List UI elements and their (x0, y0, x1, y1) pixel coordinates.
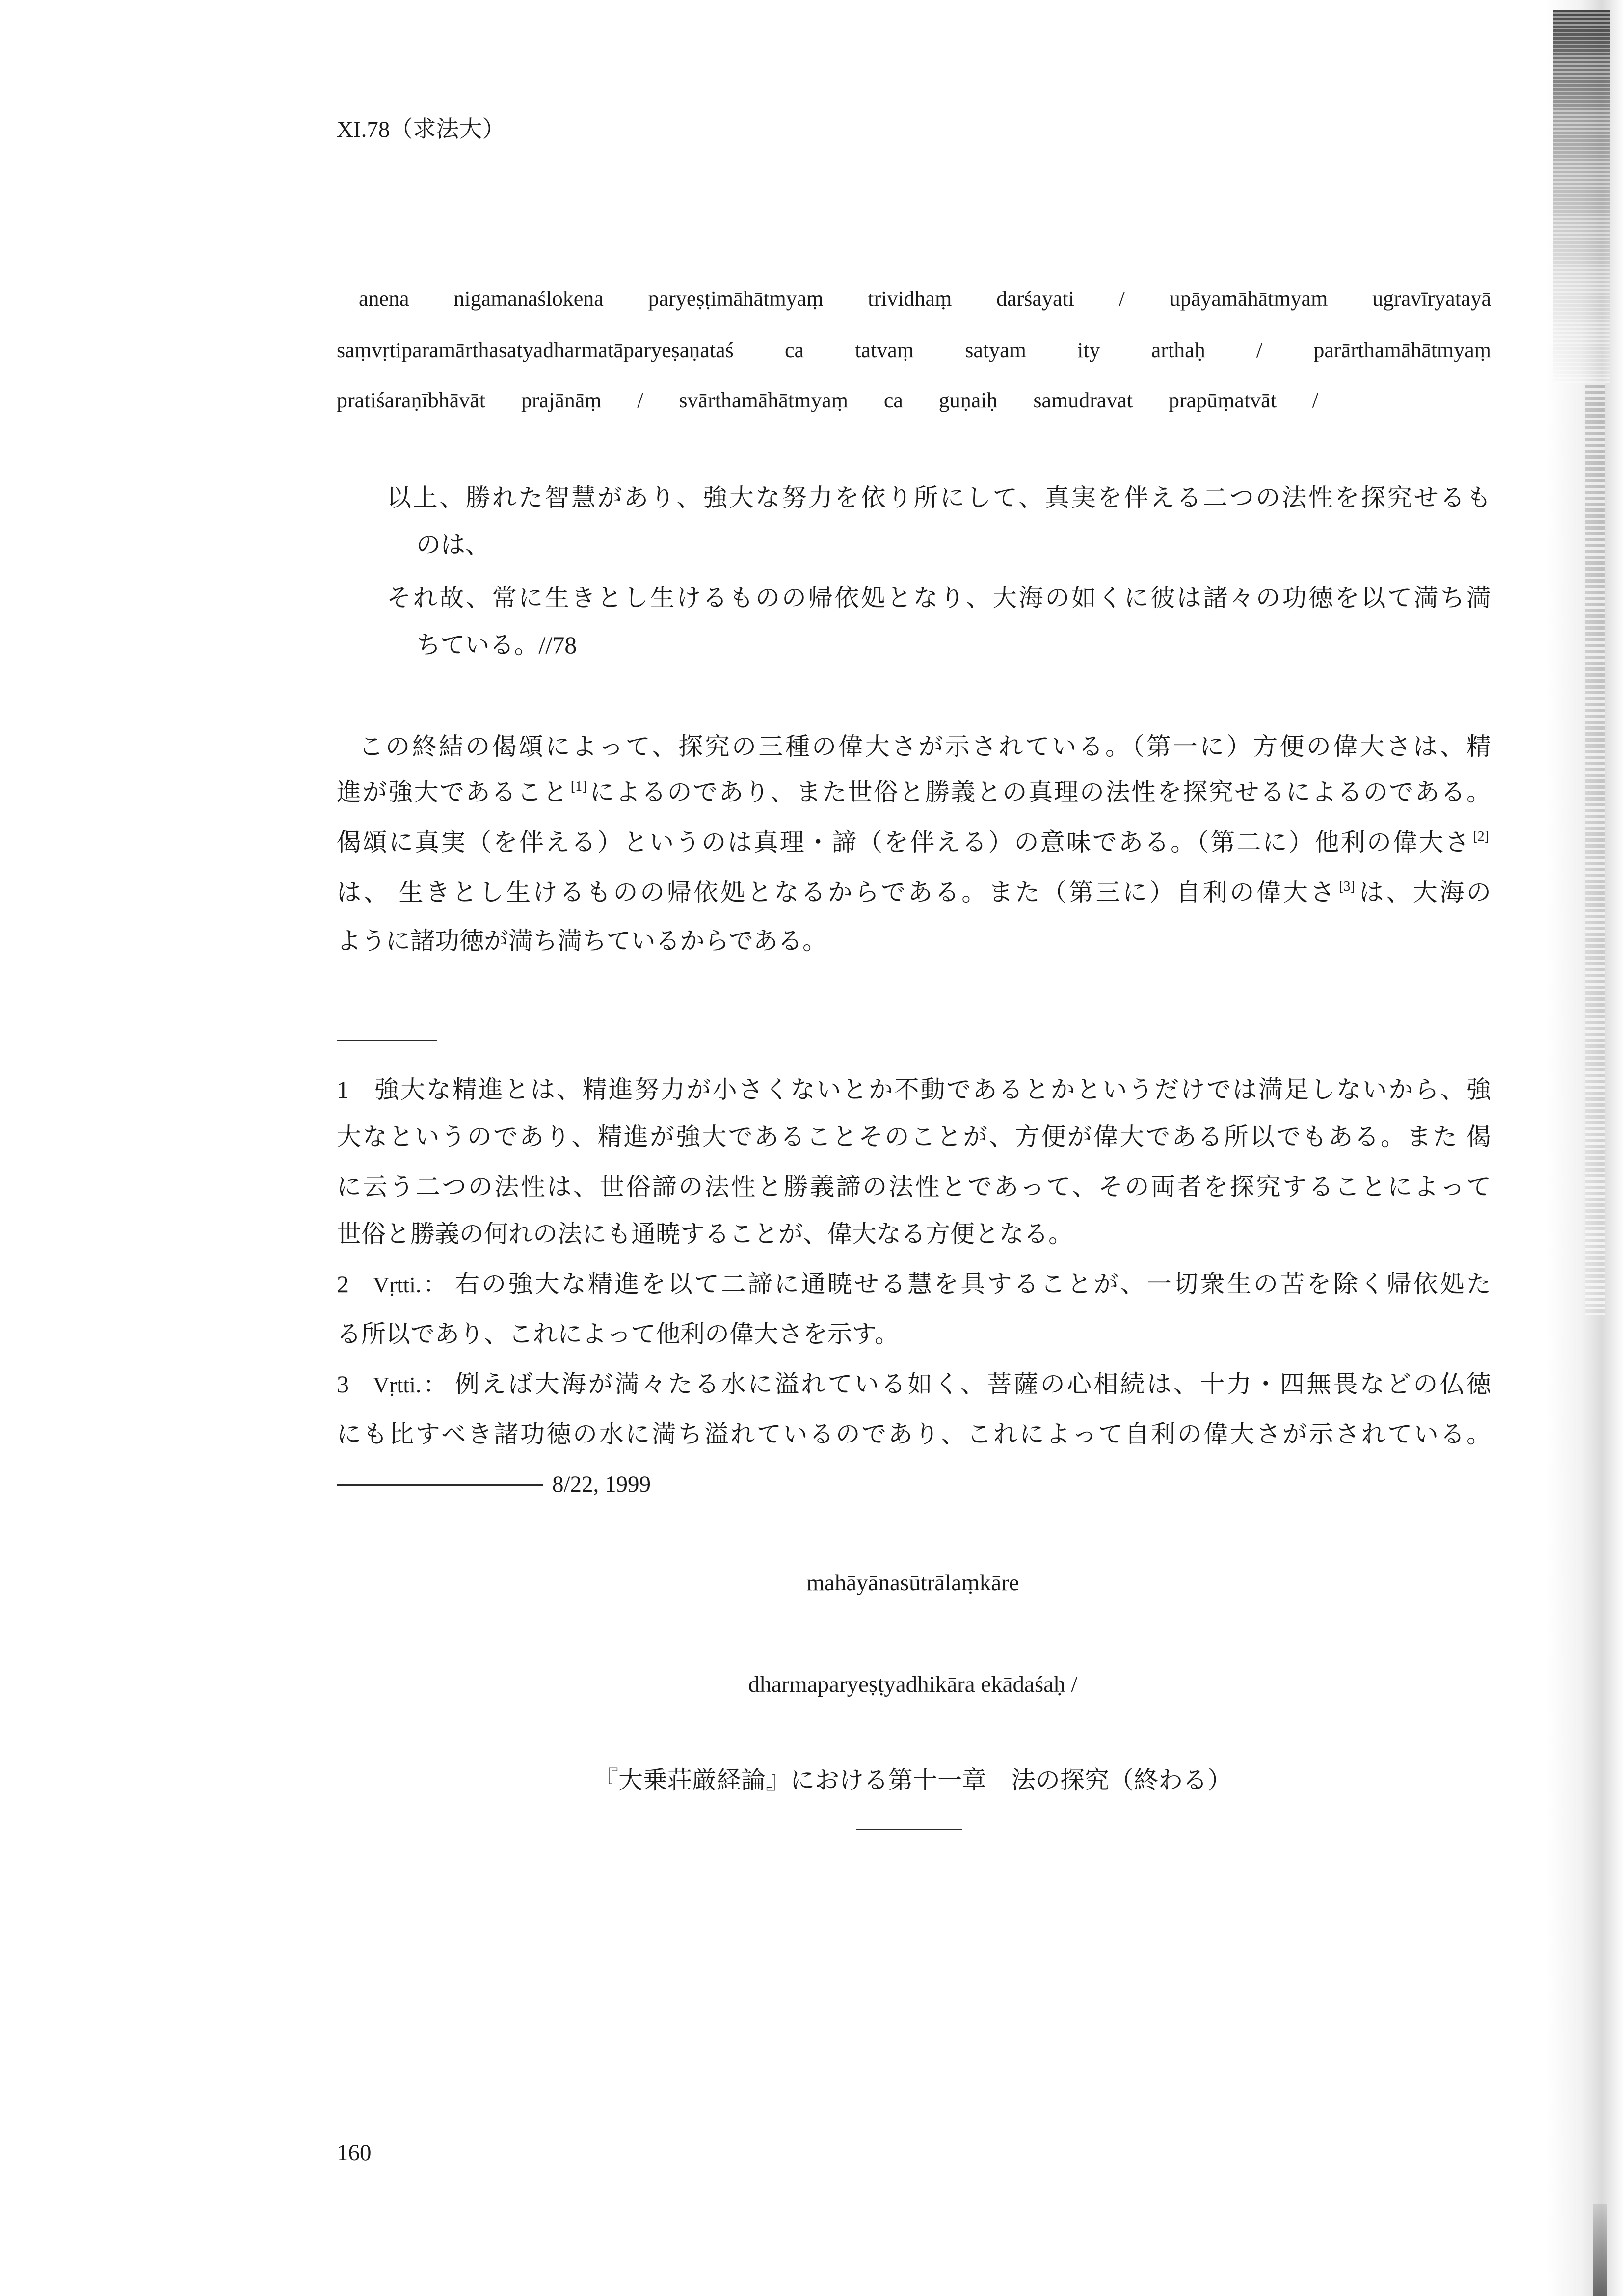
sanskrit-line: saṃvṛtiparamārthasatyadharmatāparyeṣaṇataś ca tatvaṃ satyam ity arthaḥ / parārthamāhātmyaṃ (337, 338, 1491, 362)
verse-line: それ故、常に生きとし生けるものの帰依処となり、大海の如くに彼は諸々の功徳を以て満ち満 (387, 584, 1491, 612)
footnote-separator (337, 1040, 437, 1041)
completion-date: 8/22, 1999 (552, 1471, 651, 1497)
page-number: 160 (337, 2140, 372, 2165)
date-rule (337, 1484, 543, 1486)
commentary-text: 進が強大であること (337, 778, 569, 806)
commentary-line (337, 873, 1491, 912)
footnote-number: 1 (337, 1076, 349, 1103)
footnote-ref-2: [2] (1473, 829, 1489, 844)
commentary-text: 偈頌に真実（を伴える）というのは真理・諦（を伴える）の意味である。（第二に）他利の偉大さ (337, 828, 1471, 856)
colophon-japanese: 『大乗荘厳経論』における第十一章 法の探究（終わる） (594, 1766, 1232, 1794)
commentary-text: は、 生きとし生けるものの帰依処となるからである。また（第三に）自利の偉大さ (337, 879, 1337, 906)
colophon-chapter: dharmaparyeṣṭyadhikāra ekādaśaḥ / (748, 1672, 1078, 1697)
footnote-line: 大なというのであり、精進が強大であることそのことが、方便が偉大である所以でもある。また 偈 (337, 1123, 1491, 1150)
commentary-line (337, 773, 1491, 812)
scan-shadow-bottom (1593, 2204, 1607, 2296)
footnote-ref-1: [1] (570, 779, 587, 794)
verse-line: のは、 (416, 531, 490, 559)
footnote-text: 強大な精進とは、精進努力が小さくないとか不動であるとかというだけでは満足しないから、強 (373, 1076, 1491, 1103)
scan-shadow-dark-top (1553, 10, 1610, 383)
footnote-line: 世俗と勝義の何れの法にも通暁することが、偉大なる方便となる。 (337, 1220, 1073, 1248)
footnote-1 (337, 1070, 1491, 1109)
footnote-3 (337, 1364, 1491, 1404)
footnote-source-label: Vṛtti.： (373, 1272, 448, 1297)
sanskrit-line: pratiśaraṇībhāvāt prajānāṃ / svārthamāhātmyaṃ ca guṇaiḥ samudravat prapūṃatvāt / (337, 388, 1318, 412)
footnote-2 (337, 1264, 1491, 1304)
verse-line: ちている。//78 (416, 631, 577, 659)
commentary-line: ように諸功徳が満ち満ちているからである。 (337, 927, 827, 955)
colophon-sanskrit-title: mahāyānasūtrālaṃkāre (806, 1570, 1019, 1596)
footnote-ref-3: [3] (1339, 879, 1355, 894)
footnote-text: 例えば大海が満々たる水に溢れている如く、菩薩の心相続は、十力・四無畏などの仏徳 (454, 1370, 1491, 1398)
footnote-line: に云う二つの法性は、世俗諦の法性と勝義諦の法性とであって、その両者を探究することによって (337, 1173, 1491, 1201)
running-title: XI.78（求法大） (337, 117, 506, 142)
footnote-line: る所以であり、これによって他利の偉大さを示す。 (337, 1320, 899, 1348)
footnote-number: 2 (337, 1270, 349, 1298)
commentary-line: この終結の偈頌によって、探究の三種の偉大さが示されている。（第一に）方便の偉大さは、精 (359, 733, 1491, 760)
commentary-text: は、大海の (1357, 879, 1491, 906)
footnote-source-label: Vṛtti.： (373, 1372, 448, 1397)
verse-line: 以上、勝れた智慧があり、強大な努力を依り所にして、真実を伴える二つの法性を探究せるも (387, 484, 1491, 511)
colophon-end-rule (856, 1829, 962, 1830)
commentary-line (337, 823, 1491, 862)
footnote-line: にも比すべき諸功徳の水に満ち溢れているのであり、これによって自利の偉大さが示されている。 (337, 1420, 1491, 1448)
footnote-number: 3 (337, 1370, 349, 1398)
scan-shadow-speckle (1585, 383, 1605, 1315)
commentary-text: によるのであり、また世俗と勝義との真理の法性を探究せるによるのである。 (588, 778, 1491, 806)
sanskrit-line: anena nigamanaślokena paryeṣṭimāhātmyaṃ trividhaṃ darśayati / upāyamāhātmyam ugravīryatayā (359, 287, 1491, 311)
footnote-text: 右の強大な精進を以て二諦に通暁せる慧を具することが、一切衆生の苦を除く帰依処た (454, 1270, 1491, 1298)
